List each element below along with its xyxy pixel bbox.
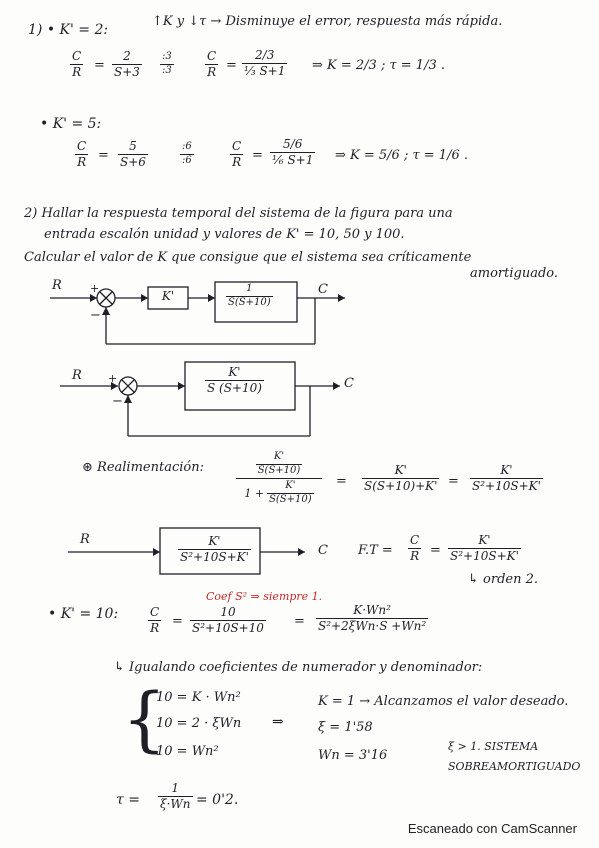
eq2-lhs: $\frac{C}{R}$ [77,139,87,169]
eq2-divide: $\frac{:6}{:6}$ [182,141,192,166]
eq1-lhs2: $\frac{C}{R}$ [207,49,217,79]
eq2-result: ⇒ K = 5/6 ; τ = 1/6 . [335,148,468,163]
problem2-line4: amortiguado. [470,266,558,281]
result-note-a: ξ > 1. SISTEMA [448,740,539,753]
d3-output-C: C [318,543,328,558]
k10-fraction2: K·Wn² S²+2ξWn·S +Wn² [318,603,427,633]
realim-eq2: = [448,474,459,489]
d2-minus: − [112,394,123,409]
d2-plus: + [108,372,118,385]
d1-block1-label: K' [161,289,175,303]
result-K: K = 1 → Alcanzamos el valor deseado. [318,694,569,709]
sys-eq2: 10 = 2 · ξWn [156,716,242,731]
realim-label: ⊛ Realimentación: [82,460,204,475]
realim-fraction1: $\frac{K'}{S(S+10)}$ 1 + $\frac{K'}{S(S+10)}$ [236,452,322,505]
eq1-result: ⇒ K = 2/3 ; τ = 1/3 . [312,58,445,73]
tau-lhs: τ = [116,792,140,808]
eq2-fraction2: $\frac{5/6}{\text{⅙ S+1}}$ [272,137,314,167]
tau-result: = 0'2. [196,792,239,808]
problem2-line3: Calcular el valor de K que consigue que el sistema sea críticamente [24,250,472,265]
tau-fraction: $\frac{1}{\xi\cdot Wn}$ [160,781,191,811]
eq1-eq: = [94,58,105,73]
orden-note: ↳ orden 2. [468,572,538,587]
d2-block-label: $\frac{K'}{S (S+10)}$ [207,365,262,395]
d1-output-C: C [318,282,328,297]
k10-eq1: = [294,614,305,629]
ft-eq: = [430,543,441,558]
ft-fraction1: $\frac{C}{R}$ [410,533,420,563]
k10-note: Coef S² ⇒ siempre 1. [206,590,323,603]
sys-arrow: ⇒ [272,714,284,730]
sys-eq3: 10 = Wn² [156,744,219,759]
result-wn: Wn = 3'16 [318,748,388,763]
d1-input-R: R [52,278,62,293]
k2-heading: 1) • K' = 2: [28,22,109,38]
k10-eq0: = [172,614,183,629]
igualando-note: ↳ Igualando coeficientes de numerador y denominador: [114,660,483,675]
d3-input-R: R [80,532,90,547]
d2-input-R: R [72,368,82,383]
k5-label: • K' = 5: [40,116,102,132]
realim-fraction4: $\frac{K'}{\text{S²+10S+K'}}$ [472,463,541,493]
eq1-eq2: = [226,58,237,73]
k10-fraction1: $\frac{10}{\text{S²+10S+10}}$ [192,605,264,635]
eq2-eq2: = [252,148,263,163]
eq1-fraction: $\frac{2}{S+3}$ [114,49,140,79]
ft-label: F.T = [358,543,393,558]
eq2-lhs2: $\frac{C}{R}$ [232,139,242,169]
d3-block-label: $\frac{K'}{\text{S²+10S+K'}}$ [180,534,249,564]
eq1-lhs: $\frac{C}{R}$ [72,49,82,79]
d1-plus: + [90,282,100,295]
eq1-fraction2: $\frac{2/3}{\text{⅓ S+1}}$ [244,48,286,78]
eq2-eq: = [98,148,109,163]
result-note-b: SOBREAMORTIGUADO [448,760,581,773]
problem2-line1: 2) Hallar la respuesta temporal del sistema de la figura para una [24,206,453,221]
d2-output-C: C [344,376,354,391]
eq2-fraction: $\frac{5}{S+6}$ [120,139,146,169]
ft-fraction2: $\frac{K'}{\text{S²+10S+K'}}$ [450,533,519,563]
scanner-watermark: Escaneado con CamScanner [407,821,577,836]
d1-block2-label: $\frac{1}{S(S+10)}$ [228,283,271,308]
realim-fraction3: $\frac{K'}{S(S+10)+K'}$ [364,463,438,493]
realim-eq1: = [336,474,347,489]
d1-minus: − [90,308,101,323]
problem2-line2: entrada escalón unidad y valores de K' = 10, 50 y 100. [44,227,405,242]
result-xi: ξ = 1'58 [318,720,373,735]
k10-label: • K' = 10: [48,606,119,622]
eq1-divide: $\frac{:3}{:3}$ [162,51,172,76]
sys-eq1: 10 = K · Wn² [156,690,241,705]
k10-lhs: $\frac{C}{R}$ [150,605,160,635]
k2-note: ↑K y ↓τ → Disminuye el error, respuesta más rápida. [152,14,503,29]
system-bracket: { [122,678,167,760]
